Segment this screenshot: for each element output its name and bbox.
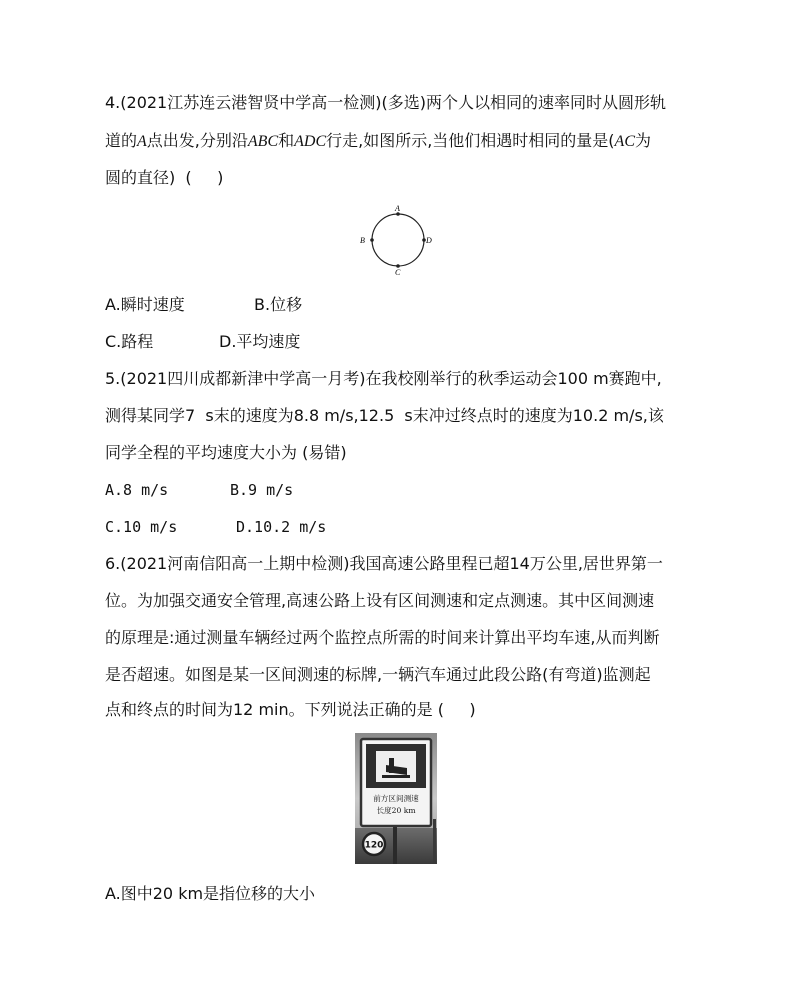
q4-line-2 [105, 131, 651, 152]
label-b: B [360, 236, 365, 245]
q4-text: 道的 [105, 131, 138, 150]
sign-text-line-1: 前方区间测速 [373, 794, 419, 803]
q4-line-1 [105, 93, 666, 113]
q4-option-c: C.路程 [105, 332, 154, 351]
q4-text: 点出发,分别沿 [146, 131, 248, 150]
q4-option-a: A.瞬时速度 [105, 295, 185, 314]
sign-pole [393, 821, 397, 864]
speed-camera-sign-photo [355, 733, 437, 864]
circle-track-figure [355, 200, 435, 280]
q4-diameter-ac: AC [614, 133, 635, 150]
q4-text: 行走,如图所示,当他们相遇时相同的量是( [326, 131, 615, 150]
q4-option-d: D.平均速度 [219, 332, 301, 351]
q5-line-3: 同学全程的平均速度大小为 (易错) [105, 443, 347, 462]
label-a: A [395, 204, 400, 213]
q5-option-a: A.8 m/s [105, 481, 169, 499]
q4-line-3: 圆的直径) ( ) [105, 168, 224, 187]
speed-limit-value: 120 [364, 840, 384, 851]
far-pole [433, 819, 436, 864]
q6-line-5: 点和终点的时间为12 min。下列说法正确的是 ( ) [105, 700, 476, 719]
q6-line-4: 是否超速。如图是某一区间测速的标牌,一辆汽车通过此段公路(有弯道)监测起 [105, 665, 651, 684]
q4-text: 为 [635, 131, 652, 150]
q4-option-b: B.位移 [254, 295, 303, 314]
q5-option-b: B.9 m/s [230, 481, 294, 499]
circle-track [372, 214, 424, 266]
q4-line-1-text: 4.(2021江苏连云港智贤中学高一检测)(多选)两个人以相同的速率同时从圆形轨 [105, 93, 666, 112]
q6-line-3: 的原理是:通过测量车辆经过两个监控点所需的时间来计算出平均车速,从而判断 [105, 628, 660, 647]
q5-line-2: 测得某同学7 s末的速度为8.8 m/s,12.5 s末冲过终点时的速度为10.2 m/s,该 [105, 406, 664, 425]
q4-path-adc: ADC [294, 133, 327, 150]
q6-line-1: 6.(2021河南信阳高一上期中检测)我国高速公路里程已超14万公里,居世界第一 [105, 554, 663, 573]
q5-option-c: C.10 m/s [105, 518, 178, 536]
q4-path-abc: ABC [247, 133, 279, 150]
q6-line-2: 位。为加强交通安全管理,高速公路上设有区间测速和定点测速。其中区间测速 [105, 591, 655, 610]
label-d: D [426, 236, 432, 245]
q4-point-a: A [137, 133, 147, 150]
sign-text-line-2: 长度20 km [376, 806, 416, 815]
q5-line-1: 5.(2021四川成都新津中学高一月考)在我校刚举行的秋季运动会100 m赛跑中, [105, 369, 662, 388]
label-c: C [395, 268, 401, 277]
q4-text: 和 [278, 131, 295, 150]
point-b-dot [370, 238, 374, 242]
q5-option-d: D.10.2 m/s [236, 518, 327, 536]
q6-option-a: A.图中20 km是指位移的大小 [105, 884, 316, 903]
